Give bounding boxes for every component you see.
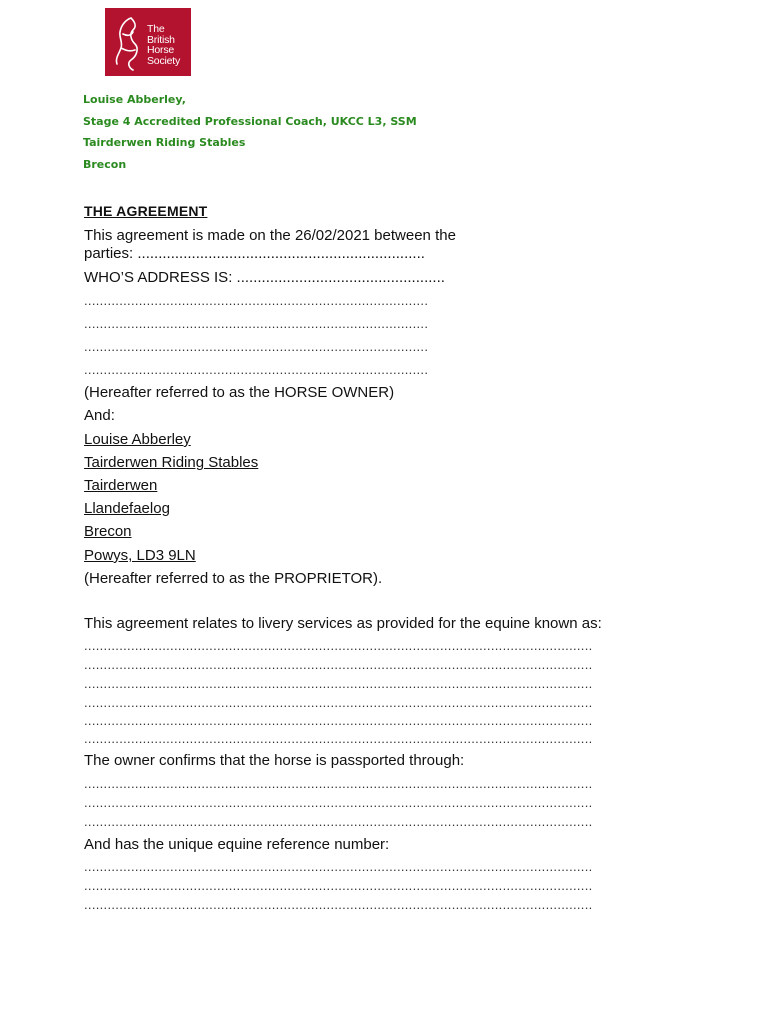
horse-icon (111, 14, 145, 72)
equine-dots-4: .................................................................................................................................. (84, 695, 593, 710)
logo-text-2: British (147, 33, 175, 46)
intro-line-2: parties: ..................................................................... (84, 245, 425, 262)
equine-dots-5: .................................................................................................................................. (84, 713, 593, 728)
proprietor-name: Louise Abberley (84, 431, 191, 448)
address-dots-3: ........................................................................................ (84, 339, 429, 354)
coach-name: Louise Abberley, (83, 93, 186, 106)
passport-dots-1: .................................................................................................................................. (84, 776, 593, 791)
logo-text-4: Society (147, 54, 181, 67)
address-dots-2: ........................................................................................ (84, 316, 429, 331)
equine-dots-2: .................................................................................................................................. (84, 657, 593, 672)
proprietor-ref: (Hereafter referred to as the PROPRIETOR). (84, 570, 383, 587)
proprietor-county: Powys, LD3 9LN (84, 547, 196, 564)
agreement-title: THE AGREEMENT (84, 203, 208, 219)
passport-dots-2: .................................................................................................................................. (84, 795, 593, 810)
stables-name: Tairderwen Riding Stables (83, 136, 246, 149)
passport-statement: The owner confirms that the horse is passported through: (84, 752, 465, 769)
ueln-dots-3: .................................................................................................................................. (84, 897, 593, 912)
equine-dots-3: .................................................................................................................................. (84, 676, 593, 691)
bhs-logo (105, 8, 191, 76)
and-label: And: (84, 407, 115, 424)
town-name: Brecon (83, 158, 127, 171)
logo-text-1: The (147, 23, 165, 35)
livery-statement: This agreement relates to livery services as provided for the equine known as: (84, 615, 602, 632)
intro-line-1: This agreement is made on the 26/02/2021 between the (84, 227, 456, 244)
ueln-statement: And has the unique equine reference number: (84, 836, 390, 853)
proprietor-village: Llandefaelog (84, 500, 170, 517)
coach-qualification: Stage 4 Accredited Professional Coach, UKCC L3, SSM (83, 115, 417, 128)
address-dots-1: ........................................................................................ (84, 293, 429, 308)
address-dots-4: ........................................................................................ (84, 362, 429, 377)
equine-dots-1: .................................................................................................................................. (84, 638, 593, 653)
ueln-dots-2: .................................................................................................................................. (84, 878, 593, 893)
horse-owner-ref: (Hereafter referred to as the HORSE OWNER) (84, 384, 395, 401)
logo-text-3: Horse (147, 44, 175, 56)
proprietor-stables: Tairderwen Riding Stables (84, 454, 259, 471)
ueln-dots-1: .................................................................................................................................. (84, 859, 593, 874)
proprietor-town: Brecon (84, 523, 132, 540)
proprietor-locality: Tairderwen (84, 477, 158, 494)
address-label: WHO’S ADDRESS IS: .................................................. (84, 269, 445, 286)
passport-dots-3: .................................................................................................................................. (84, 814, 593, 829)
equine-dots-6: .................................................................................................................................. (84, 731, 593, 746)
